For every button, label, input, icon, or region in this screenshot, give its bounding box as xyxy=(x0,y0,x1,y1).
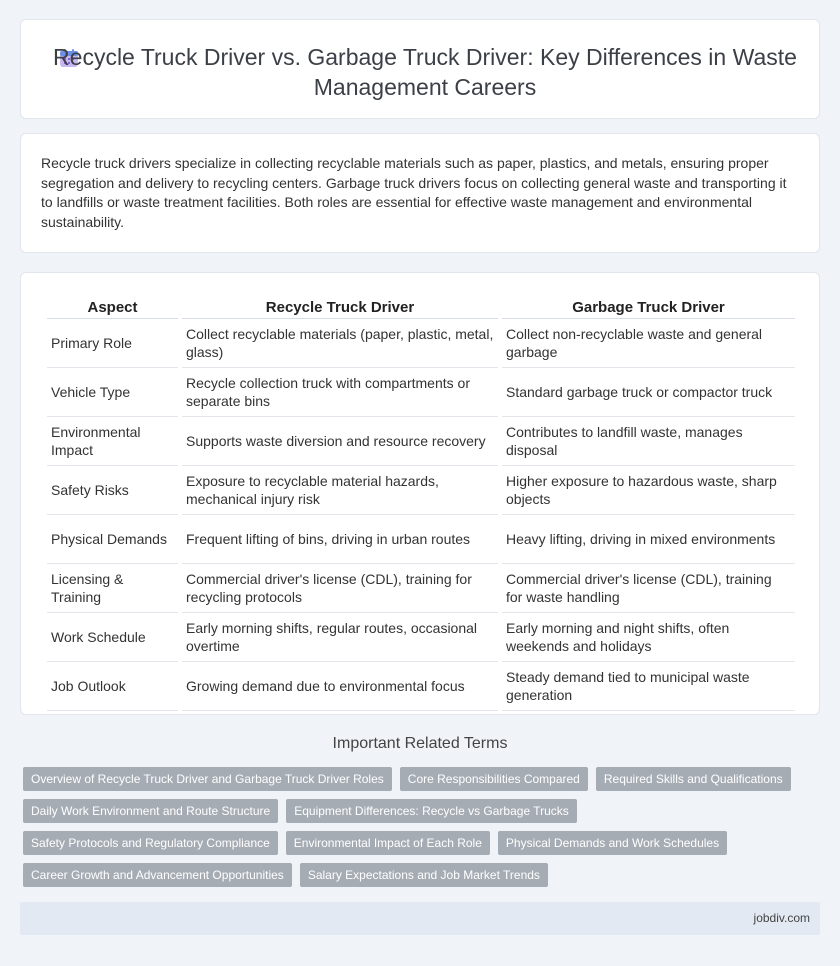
recycle-cell: Growing demand due to environmental focus xyxy=(182,662,498,711)
aspect-cell: Safety Risks xyxy=(47,466,178,515)
table-row xyxy=(47,564,795,613)
related-term-tag[interactable]: Daily Work Environment and Route Structure xyxy=(23,799,278,823)
garbage-cell: Early morning and night shifts, often weekends and holidays xyxy=(502,613,795,662)
related-term-tag[interactable]: Career Growth and Advancement Opportunities xyxy=(23,863,292,887)
table-row xyxy=(47,466,795,515)
aspect-cell: Vehicle Type xyxy=(47,368,178,417)
comparison-card xyxy=(20,272,820,715)
related-term-tag[interactable]: Core Responsibilities Compared xyxy=(400,767,588,791)
aspect-cell: Environmental Impact xyxy=(47,417,178,466)
header-recycle-truck-driver: Recycle Truck Driver xyxy=(182,297,498,319)
aspect-cell: Primary Role xyxy=(47,319,178,368)
footer xyxy=(20,902,820,935)
tag-row xyxy=(23,863,823,887)
recycle-cell: Supports waste diversion and resource recovery xyxy=(182,417,498,466)
intro-paragraph: Recycle truck drivers specialize in collecting recyclable materials such as paper, plastics, and metals, ensuring proper segregation and delivery to recycling centers. Garbage truck drivers focus on collecting general waste and transporting it to landfills or waste treatment facilities. Both roles are essential for effective waste management and environmental sustainability. xyxy=(41,155,787,230)
table-row xyxy=(47,515,795,564)
related-term-tag[interactable]: Overview of Recycle Truck Driver and Garbage Truck Driver Roles xyxy=(23,767,392,791)
garbage-cell: Steady demand tied to municipal waste generation xyxy=(502,662,795,711)
intro-card xyxy=(20,133,820,253)
related-terms-tags xyxy=(23,767,823,895)
recycle-cell: Frequent lifting of bins, driving in urban routes xyxy=(182,515,498,564)
aspect-cell: Licensing & Training xyxy=(47,564,178,613)
related-terms-title: Important Related Terms xyxy=(332,735,508,752)
table-row xyxy=(47,613,795,662)
garbage-cell: Contributes to landfill waste, manages disposal xyxy=(502,417,795,466)
table-row xyxy=(47,368,795,417)
footer-site-link[interactable]: jobdiv.com xyxy=(753,911,810,925)
table-row xyxy=(47,417,795,466)
recycle-cell: Early morning shifts, regular routes, occasional overtime xyxy=(182,613,498,662)
recycle-cell: Collect recyclable materials (paper, plastic, metal, glass) xyxy=(182,319,498,368)
header-aspect: Aspect xyxy=(47,297,178,319)
header-garbage-truck-driver: Garbage Truck Driver xyxy=(502,297,795,319)
tag-row xyxy=(23,767,823,791)
table-row xyxy=(47,319,795,368)
page-title: Recycle Truck Driver vs. Garbage Truck Driver: Key Differences in Waste Management Careers xyxy=(53,44,797,100)
related-term-tag[interactable]: Equipment Differences: Recycle vs Garbage Trucks xyxy=(286,799,577,823)
tag-row xyxy=(23,799,823,823)
related-term-tag[interactable]: Safety Protocols and Regulatory Compliance xyxy=(23,831,278,855)
related-term-tag[interactable]: Salary Expectations and Job Market Trends xyxy=(300,863,548,887)
recycle-cell: Commercial driver's license (CDL), training for recycling protocols xyxy=(182,564,498,613)
related-term-tag[interactable]: Physical Demands and Work Schedules xyxy=(498,831,727,855)
aspect-cell: Work Schedule xyxy=(47,613,178,662)
aspect-cell: Job Outlook xyxy=(47,662,178,711)
garbage-cell: Standard garbage truck or compactor truck xyxy=(502,368,795,417)
garbage-cell: Heavy lifting, driving in mixed environments xyxy=(502,515,795,564)
related-term-tag[interactable]: Environmental Impact of Each Role xyxy=(286,831,490,855)
garbage-cell: Collect non-recyclable waste and general garbage xyxy=(502,319,795,368)
table-header-row xyxy=(47,297,795,319)
garbage-cell: Commercial driver's license (CDL), training for waste handling xyxy=(502,564,795,613)
related-term-tag[interactable]: Required Skills and Qualifications xyxy=(596,767,791,791)
recycle-cell: Recycle collection truck with compartments or separate bins xyxy=(182,368,498,417)
table-row xyxy=(47,662,795,711)
recycle-cell: Exposure to recyclable material hazards, mechanical injury risk xyxy=(182,466,498,515)
tag-row xyxy=(23,831,823,855)
garbage-cell: Higher exposure to hazardous waste, sharp objects xyxy=(502,466,795,515)
aspect-cell: Physical Demands xyxy=(47,515,178,564)
comparison-table xyxy=(43,297,799,711)
header-card xyxy=(20,19,820,119)
